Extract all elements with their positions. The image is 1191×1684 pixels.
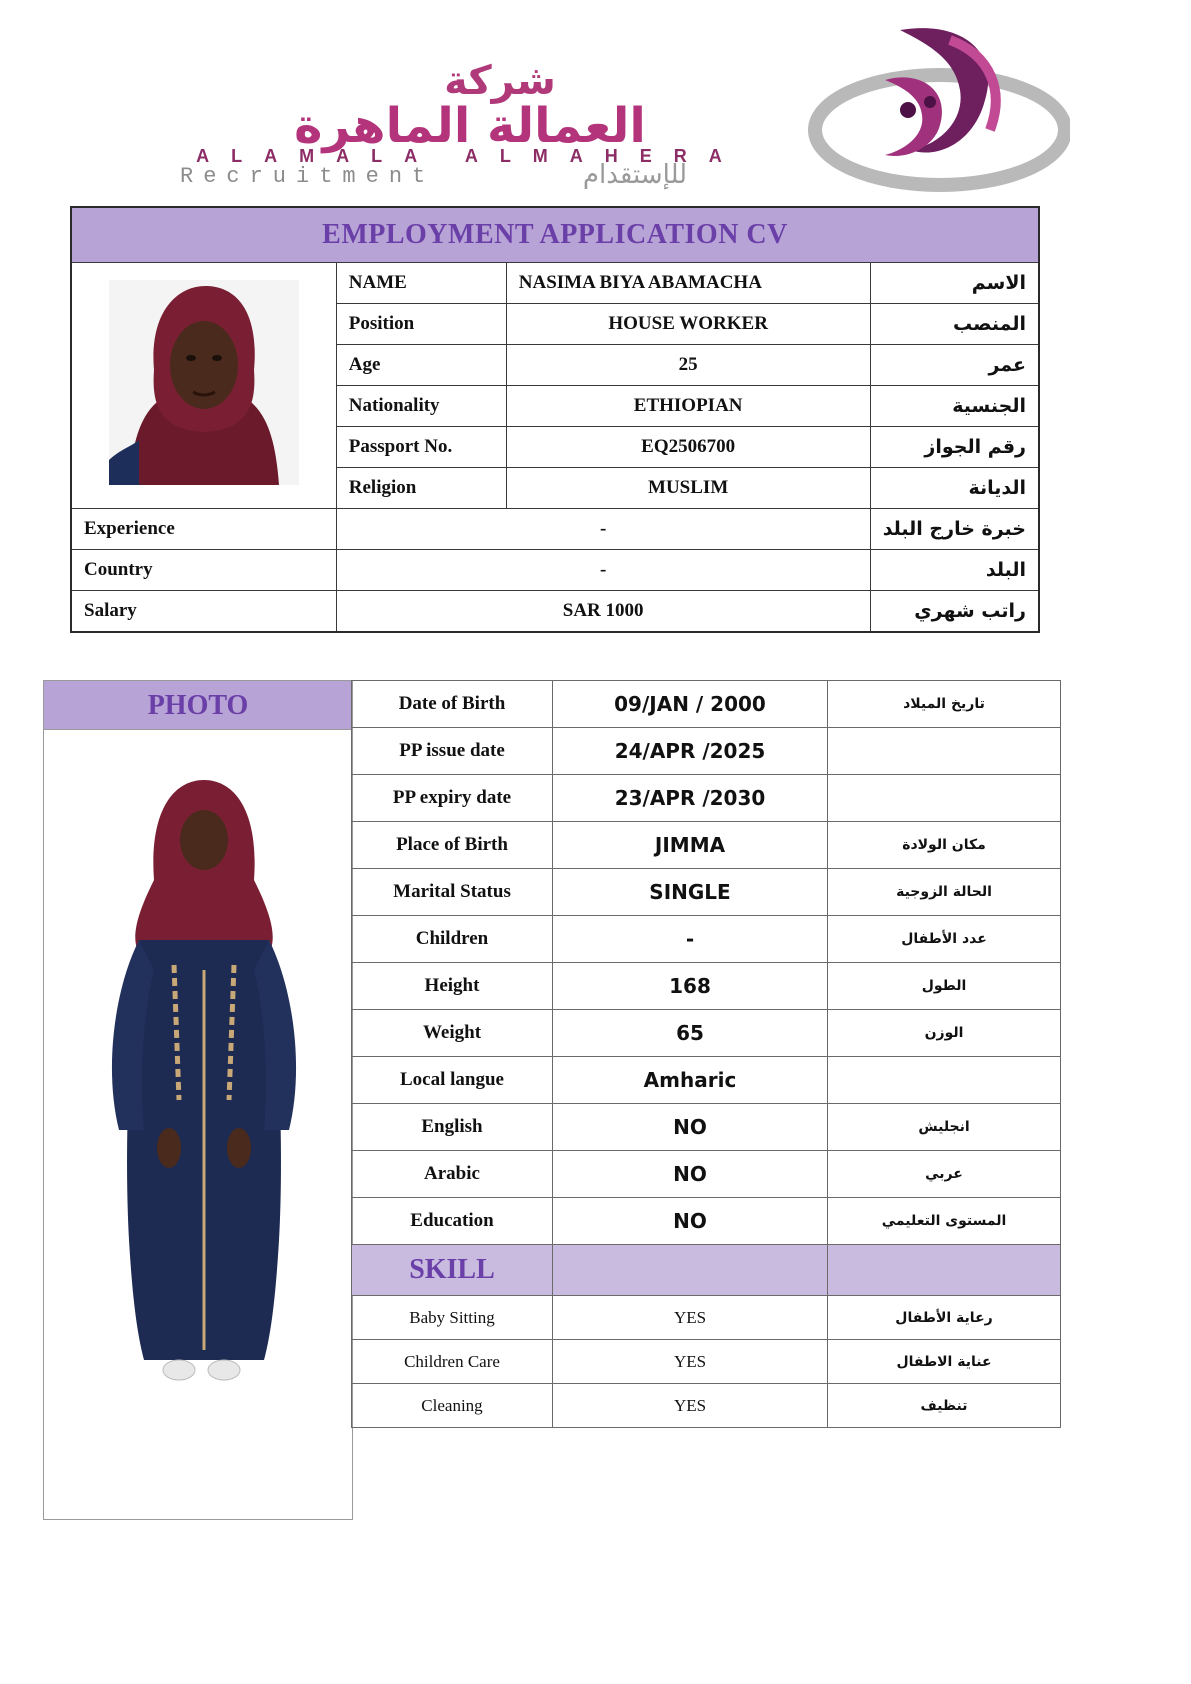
- full-body-photo: [44, 770, 350, 1410]
- skill-row: [352, 1340, 1061, 1384]
- table-row: [352, 775, 1061, 822]
- field-label: Country: [71, 550, 336, 591]
- field-arabic-label: عمر: [870, 345, 1039, 386]
- logo-emblem-icon: [790, 10, 1070, 200]
- detail-label: Date of Birth: [352, 681, 553, 728]
- field-label: Nationality: [336, 386, 506, 427]
- portrait-photo: [109, 280, 299, 485]
- detail-label: Arabic: [352, 1151, 553, 1198]
- field-value-name: NASIMA BIYA ABAMACHA: [506, 263, 870, 304]
- detail-value: Amharic: [553, 1057, 828, 1104]
- skill-arabic-label: عناية الاطفال: [828, 1340, 1061, 1384]
- field-value-religion: MUSLIM: [506, 468, 870, 509]
- field-value-passport: EQ2506700: [506, 427, 870, 468]
- detail-arabic-label: [828, 728, 1061, 775]
- detail-label: PP expiry date: [352, 775, 553, 822]
- skill-value: YES: [553, 1296, 828, 1340]
- field-arabic-label: خبرة خارج البلد: [870, 509, 1039, 550]
- skill-header-row: [352, 1245, 1061, 1296]
- field-arabic-label: الديانة: [870, 468, 1039, 509]
- field-label: Experience: [71, 509, 336, 550]
- skill-label: Baby Sitting: [352, 1296, 553, 1340]
- logo-subtitle-arabic: للإستقدام: [582, 160, 688, 190]
- logo-subtitle-english: Recruitment: [180, 164, 436, 189]
- detail-value: NO: [553, 1151, 828, 1198]
- skill-row: [352, 1384, 1061, 1428]
- table-row: [352, 1057, 1061, 1104]
- skill-title: SKILL: [352, 1245, 553, 1296]
- detail-arabic-label: الوزن: [828, 1010, 1061, 1057]
- detail-arabic-label: الطول: [828, 963, 1061, 1010]
- table-row: [352, 869, 1061, 916]
- details-table: [351, 680, 1061, 1428]
- portrait-photo-cell: [71, 263, 336, 509]
- table-row: [352, 963, 1061, 1010]
- logo-arabic-name: العمالة الماهرة: [294, 98, 646, 154]
- skill-arabic-label: تنظيف: [828, 1384, 1061, 1428]
- field-label: Salary: [71, 591, 336, 633]
- detail-arabic-label: انجليش: [828, 1104, 1061, 1151]
- detail-value: NO: [553, 1104, 828, 1151]
- detail-arabic-label: المستوى التعليمي: [828, 1198, 1061, 1245]
- field-label: Passport No.: [336, 427, 506, 468]
- skill-arabic-label: رعاية الأطفال: [828, 1296, 1061, 1340]
- field-value-experience: -: [336, 509, 870, 550]
- field-arabic-label: رقم الجواز: [870, 427, 1039, 468]
- detail-label: Children: [352, 916, 553, 963]
- table-row: [352, 728, 1061, 775]
- table-row: [352, 822, 1061, 869]
- field-arabic-label: المنصب: [870, 304, 1039, 345]
- detail-label: Local langue: [352, 1057, 553, 1104]
- detail-arabic-label: عربي: [828, 1151, 1061, 1198]
- detail-value: NO: [553, 1198, 828, 1245]
- cv-main-table: [70, 206, 1040, 633]
- detail-arabic-label: الحالة الزوجية: [828, 869, 1061, 916]
- field-value-age: 25: [506, 345, 870, 386]
- skill-row: [352, 1296, 1061, 1340]
- detail-label: Weight: [352, 1010, 553, 1057]
- skill-value: YES: [553, 1340, 828, 1384]
- detail-value: 24/APR /2025: [553, 728, 828, 775]
- detail-arabic-label: [828, 1057, 1061, 1104]
- skill-header-blank: [553, 1245, 828, 1296]
- detail-label: Place of Birth: [352, 822, 553, 869]
- photo-title: PHOTO: [44, 681, 352, 730]
- skill-label: Children Care: [352, 1340, 553, 1384]
- detail-label: Marital Status: [352, 869, 553, 916]
- field-arabic-label: البلد: [870, 550, 1039, 591]
- cv-title: EMPLOYMENT APPLICATION CV: [71, 207, 1039, 263]
- detail-value: JIMMA: [553, 822, 828, 869]
- detail-label: Education: [352, 1198, 553, 1245]
- detail-label: PP issue date: [352, 728, 553, 775]
- table-row: [352, 916, 1061, 963]
- table-row: [352, 1010, 1061, 1057]
- field-arabic-label: الاسم: [870, 263, 1039, 304]
- table-row: [352, 1104, 1061, 1151]
- detail-value: SINGLE: [553, 869, 828, 916]
- detail-label: English: [352, 1104, 553, 1151]
- field-value-nationality: ETHIOPIAN: [506, 386, 870, 427]
- logo-arabic-company: شركة: [444, 58, 556, 104]
- skill-label: Cleaning: [352, 1384, 553, 1428]
- table-row: [352, 1198, 1061, 1245]
- logo-english-name: ALAMALA ALMAHERA: [196, 146, 744, 166]
- detail-value: -: [553, 916, 828, 963]
- table-row: [352, 681, 1061, 728]
- detail-value: 65: [553, 1010, 828, 1057]
- table-row: [352, 1151, 1061, 1198]
- detail-arabic-label: عدد الأطفال: [828, 916, 1061, 963]
- field-value-country: -: [336, 550, 870, 591]
- detail-label: Height: [352, 963, 553, 1010]
- detail-value: 168: [553, 963, 828, 1010]
- field-arabic-label: راتب شهري: [870, 591, 1039, 633]
- field-label: Religion: [336, 468, 506, 509]
- field-value-position: HOUSE WORKER: [506, 304, 870, 345]
- field-value-salary: SAR 1000: [336, 591, 870, 633]
- field-label: Position: [336, 304, 506, 345]
- field-arabic-label: الجنسية: [870, 386, 1039, 427]
- field-label: NAME: [336, 263, 506, 304]
- full-photo-panel: [43, 680, 353, 1520]
- detail-arabic-label: تاريخ الميلاد: [828, 681, 1061, 728]
- skill-header-blank: [828, 1245, 1061, 1296]
- detail-value: 09/JAN / 2000: [553, 681, 828, 728]
- detail-arabic-label: [828, 775, 1061, 822]
- detail-value: 23/APR /2030: [553, 775, 828, 822]
- detail-arabic-label: مكان الولادة: [828, 822, 1061, 869]
- company-logo: [170, 10, 1070, 200]
- field-label: Age: [336, 345, 506, 386]
- skill-value: YES: [553, 1384, 828, 1428]
